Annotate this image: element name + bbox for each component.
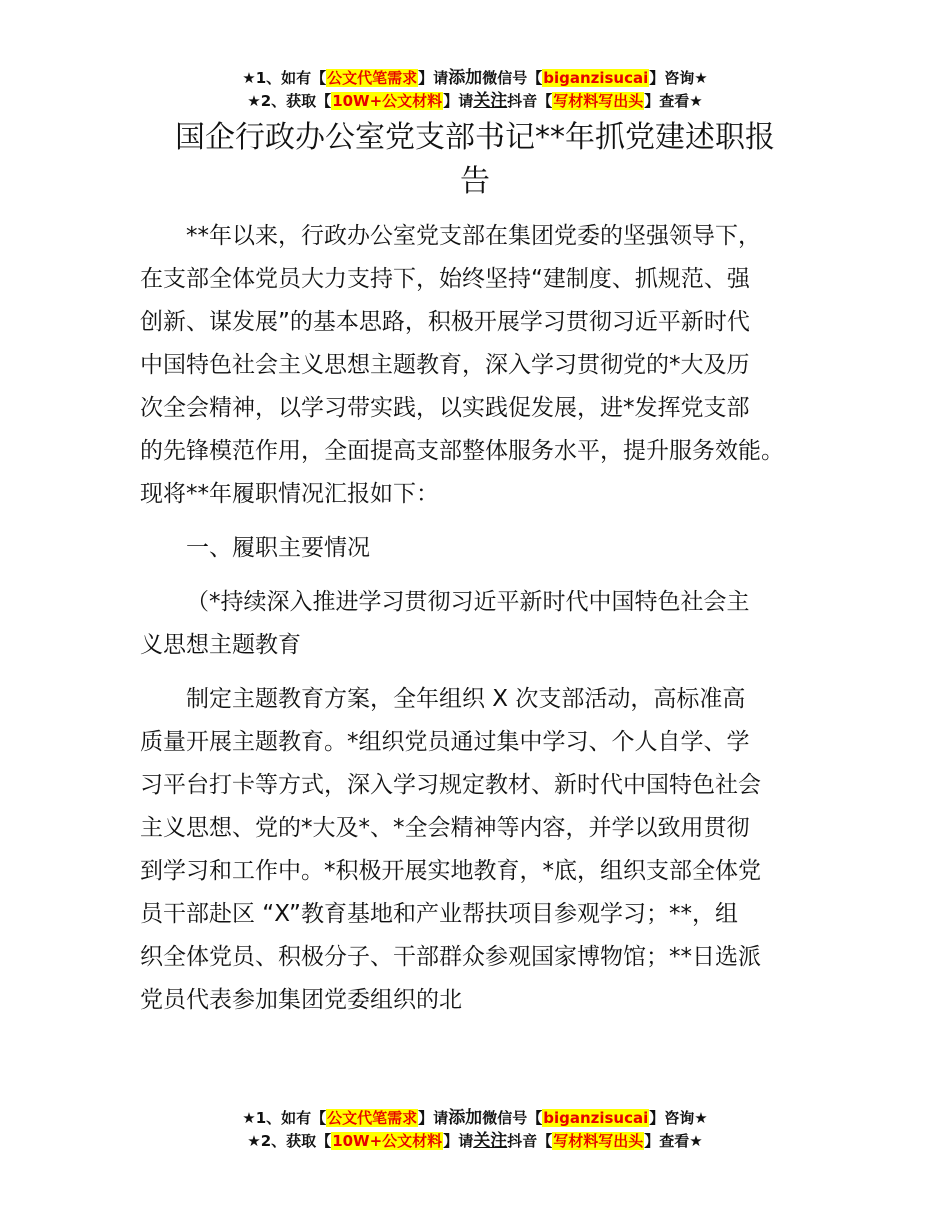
- text-line: 现将**年履职情况汇报如下：: [140, 481, 439, 507]
- header-banner: [0, 67, 950, 113]
- text-line: 义思想主题教育: [140, 632, 301, 658]
- section-heading: [140, 527, 820, 570]
- banner-line-2: [0, 1130, 950, 1153]
- banner-text: 】请: [418, 1109, 449, 1127]
- banner-text: 】请: [418, 69, 449, 87]
- banner-text: ★2、获取【: [247, 92, 332, 110]
- text-line: **年以来，行政办公室党支部在集团党委的坚强领导下，: [186, 223, 761, 249]
- highlight-douyin: 写材料写出头: [553, 92, 644, 110]
- text-line: 党员代表参加集团党委组织的北: [140, 987, 462, 1013]
- banner-line-2: [0, 90, 950, 113]
- text-line: 在支部全体党员大力支持下，始终坚持“建制度、抓规范、强: [140, 266, 750, 292]
- text-line: 主义思想、党的*大及*、*全会精神等内容，并学以致用贯彻: [140, 815, 750, 841]
- banner-text: ★1、如有【: [242, 69, 327, 87]
- banner-text: 抖音【: [507, 92, 553, 110]
- text-line: 制定主题教育方案，全年组织 X 次支部活动，高标准高: [186, 686, 746, 712]
- heading-text: 一、履职主要情况: [186, 535, 370, 561]
- text-line: 次全会精神，以学习带实践，以实践促发展，进*发挥党支部: [140, 395, 750, 421]
- banner-text: 抖音【: [507, 1132, 553, 1150]
- text-line: 员干部赴区 “X”教育基地和产业帮扶项目参观学习；**，组: [140, 901, 738, 927]
- banner-text: 】咨询★: [649, 1109, 708, 1127]
- title-line-2: 告: [460, 164, 490, 199]
- text-line: （*持续深入推进学习贯彻习近平新时代中国特色社会主: [186, 589, 750, 615]
- text-line: 到学习和工作中。*积极开展实地教育，*底，组织支部全体党: [140, 858, 761, 884]
- title-line-1: 国企行政办公室党支部书记**年抓党建述职报: [175, 120, 775, 155]
- highlight-materials: 10W+公文材料: [332, 1132, 443, 1150]
- banner-emphasis: 添加: [448, 1108, 483, 1128]
- footer-banner: [0, 1107, 950, 1153]
- highlight-materials: 10W+公文材料: [332, 92, 443, 110]
- highlight-douyin: 写材料写出头: [553, 1132, 644, 1150]
- text-line: 习平台打卡等方式，深入学习规定教材、新时代中国特色社会: [140, 772, 761, 798]
- banner-emphasis: 添加: [448, 68, 483, 88]
- subsection-heading: [140, 581, 820, 667]
- paragraph-intro: [140, 215, 820, 516]
- text-line: 织全体党员、积极分子、干部群众参观国家博物馆；**日选派: [140, 944, 761, 970]
- banner-text: 微信号【: [482, 69, 543, 87]
- document-title: [140, 116, 810, 204]
- highlight-wechat-id: biganzisucai: [543, 69, 649, 87]
- paragraph-theme-education: [140, 678, 820, 1022]
- banner-text: 】请: [443, 1132, 474, 1150]
- banner-text: ★1、如有【: [242, 1109, 327, 1127]
- banner-text: 】咨询★: [649, 69, 708, 87]
- banner-text: 】请: [443, 92, 474, 110]
- banner-text: 】查看★: [644, 1132, 703, 1150]
- highlight-ghostwriting: 公文代笔需求: [327, 69, 418, 87]
- banner-text: ★2、获取【: [247, 1132, 332, 1150]
- banner-text: 微信号【: [482, 1109, 543, 1127]
- text-line: 中国特色社会主义思想主题教育，深入学习贯彻党的*大及历: [140, 352, 750, 378]
- banner-line-1: [0, 67, 950, 90]
- highlight-wechat-id: biganzisucai: [543, 1109, 649, 1127]
- text-line: 质量开展主题教育。*组织党员通过集中学习、个人自学、学: [140, 729, 750, 755]
- banner-emphasis: 关注: [473, 91, 508, 111]
- banner-text: 】查看★: [644, 92, 703, 110]
- text-line: 创新、谋发展”的基本思路，积极开展学习贯彻习近平新时代: [140, 309, 750, 335]
- banner-emphasis: 关注: [473, 1131, 508, 1151]
- text-line: 的先锋模范作用，全面提高支部整体服务水平，提升服务效能。: [140, 438, 784, 464]
- banner-line-1: [0, 1107, 950, 1130]
- document-body: [140, 215, 820, 1033]
- highlight-ghostwriting: 公文代笔需求: [327, 1109, 418, 1127]
